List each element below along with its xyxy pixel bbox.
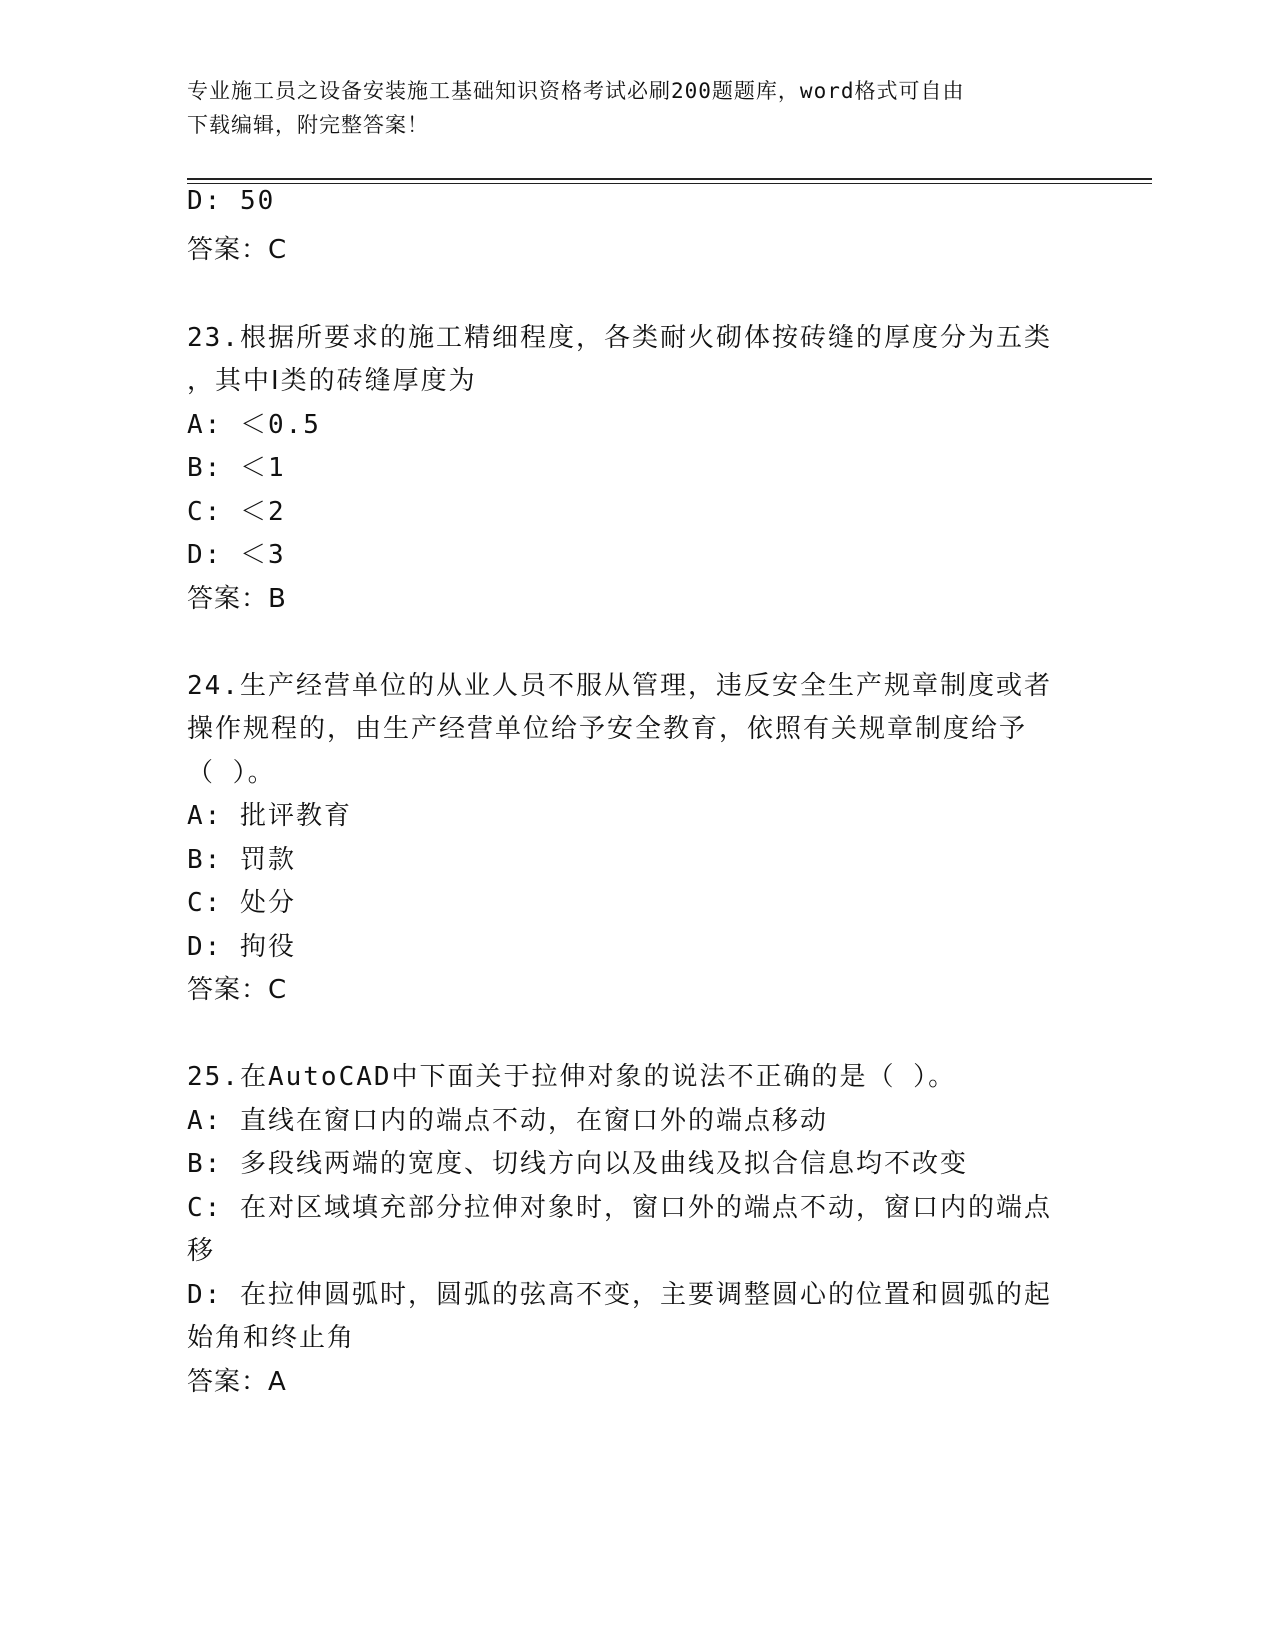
document-header — [187, 74, 1087, 142]
q23-stem-line-2: ，其中Ⅰ类的砖缝厚度为 — [187, 366, 477, 396]
q24-stem-line-2: 操作规程的，由生产经营单位给予安全教育，依照有关规章制度给予 — [187, 714, 1028, 744]
q23-stem-line-1: 23.根据所要求的施工精细程度，各类耐火砌体按砖缝的厚度分为五类 — [187, 323, 1052, 353]
header-divider-thin — [187, 183, 1152, 184]
q25-stem-line-1: 25.在AutoCAD中下面关于拉伸对象的说法不正确的是（ ）。 — [187, 1062, 957, 1092]
q24-answer: 答案：C — [187, 975, 288, 1005]
q25-option-a: A: 直线在窗口内的端点不动，在窗口外的端点移动 — [187, 1106, 828, 1136]
q23-option-b: B: ＜1 — [187, 453, 286, 483]
q23-option-a: A: ＜0.5 — [187, 410, 321, 440]
q25-answer: 答案：A — [187, 1367, 287, 1397]
header-line-2: 下载编辑，附完整答案！ — [187, 113, 429, 137]
q24-option-a: A: 批评教育 — [187, 801, 352, 831]
q25-option-d-line-1: D: 在拉伸圆弧时，圆弧的弦高不变，主要调整圆心的位置和圆弧的起 — [187, 1280, 1052, 1310]
q25-option-d-line-2: 始角和终止角 — [187, 1323, 356, 1353]
q25-option-b: B: 多段线两端的宽度、切线方向以及曲线及拟合信息均不改变 — [187, 1149, 968, 1179]
q24-stem-line-1: 24.生产经营单位的从业人员不服从管理，违反安全生产规章制度或者 — [187, 671, 1052, 701]
q25-option-c-line-1: C: 在对区域填充部分拉伸对象时，窗口外的端点不动，窗口内的端点 — [187, 1193, 1052, 1223]
q23-answer: 答案：B — [187, 584, 287, 614]
q23-option-c: C: ＜2 — [187, 497, 286, 527]
q24-stem-line-3: （ ）。 — [187, 758, 276, 788]
q23-option-d: D: ＜3 — [187, 540, 286, 570]
header-line-1: 专业施工员之设备安装施工基础知识资格考试必刷200题题库，word格式可自由 — [187, 79, 965, 103]
header-divider-thick — [187, 178, 1152, 180]
q24-option-c: C: 处分 — [187, 888, 296, 918]
prev-option-d: D: 50 — [187, 186, 276, 216]
q24-option-d: D: 拘役 — [187, 932, 296, 962]
q25-option-c-line-2: 移 — [187, 1236, 216, 1266]
q24-option-b: B: 罚款 — [187, 845, 296, 875]
prev-answer: 答案：C — [187, 235, 288, 265]
